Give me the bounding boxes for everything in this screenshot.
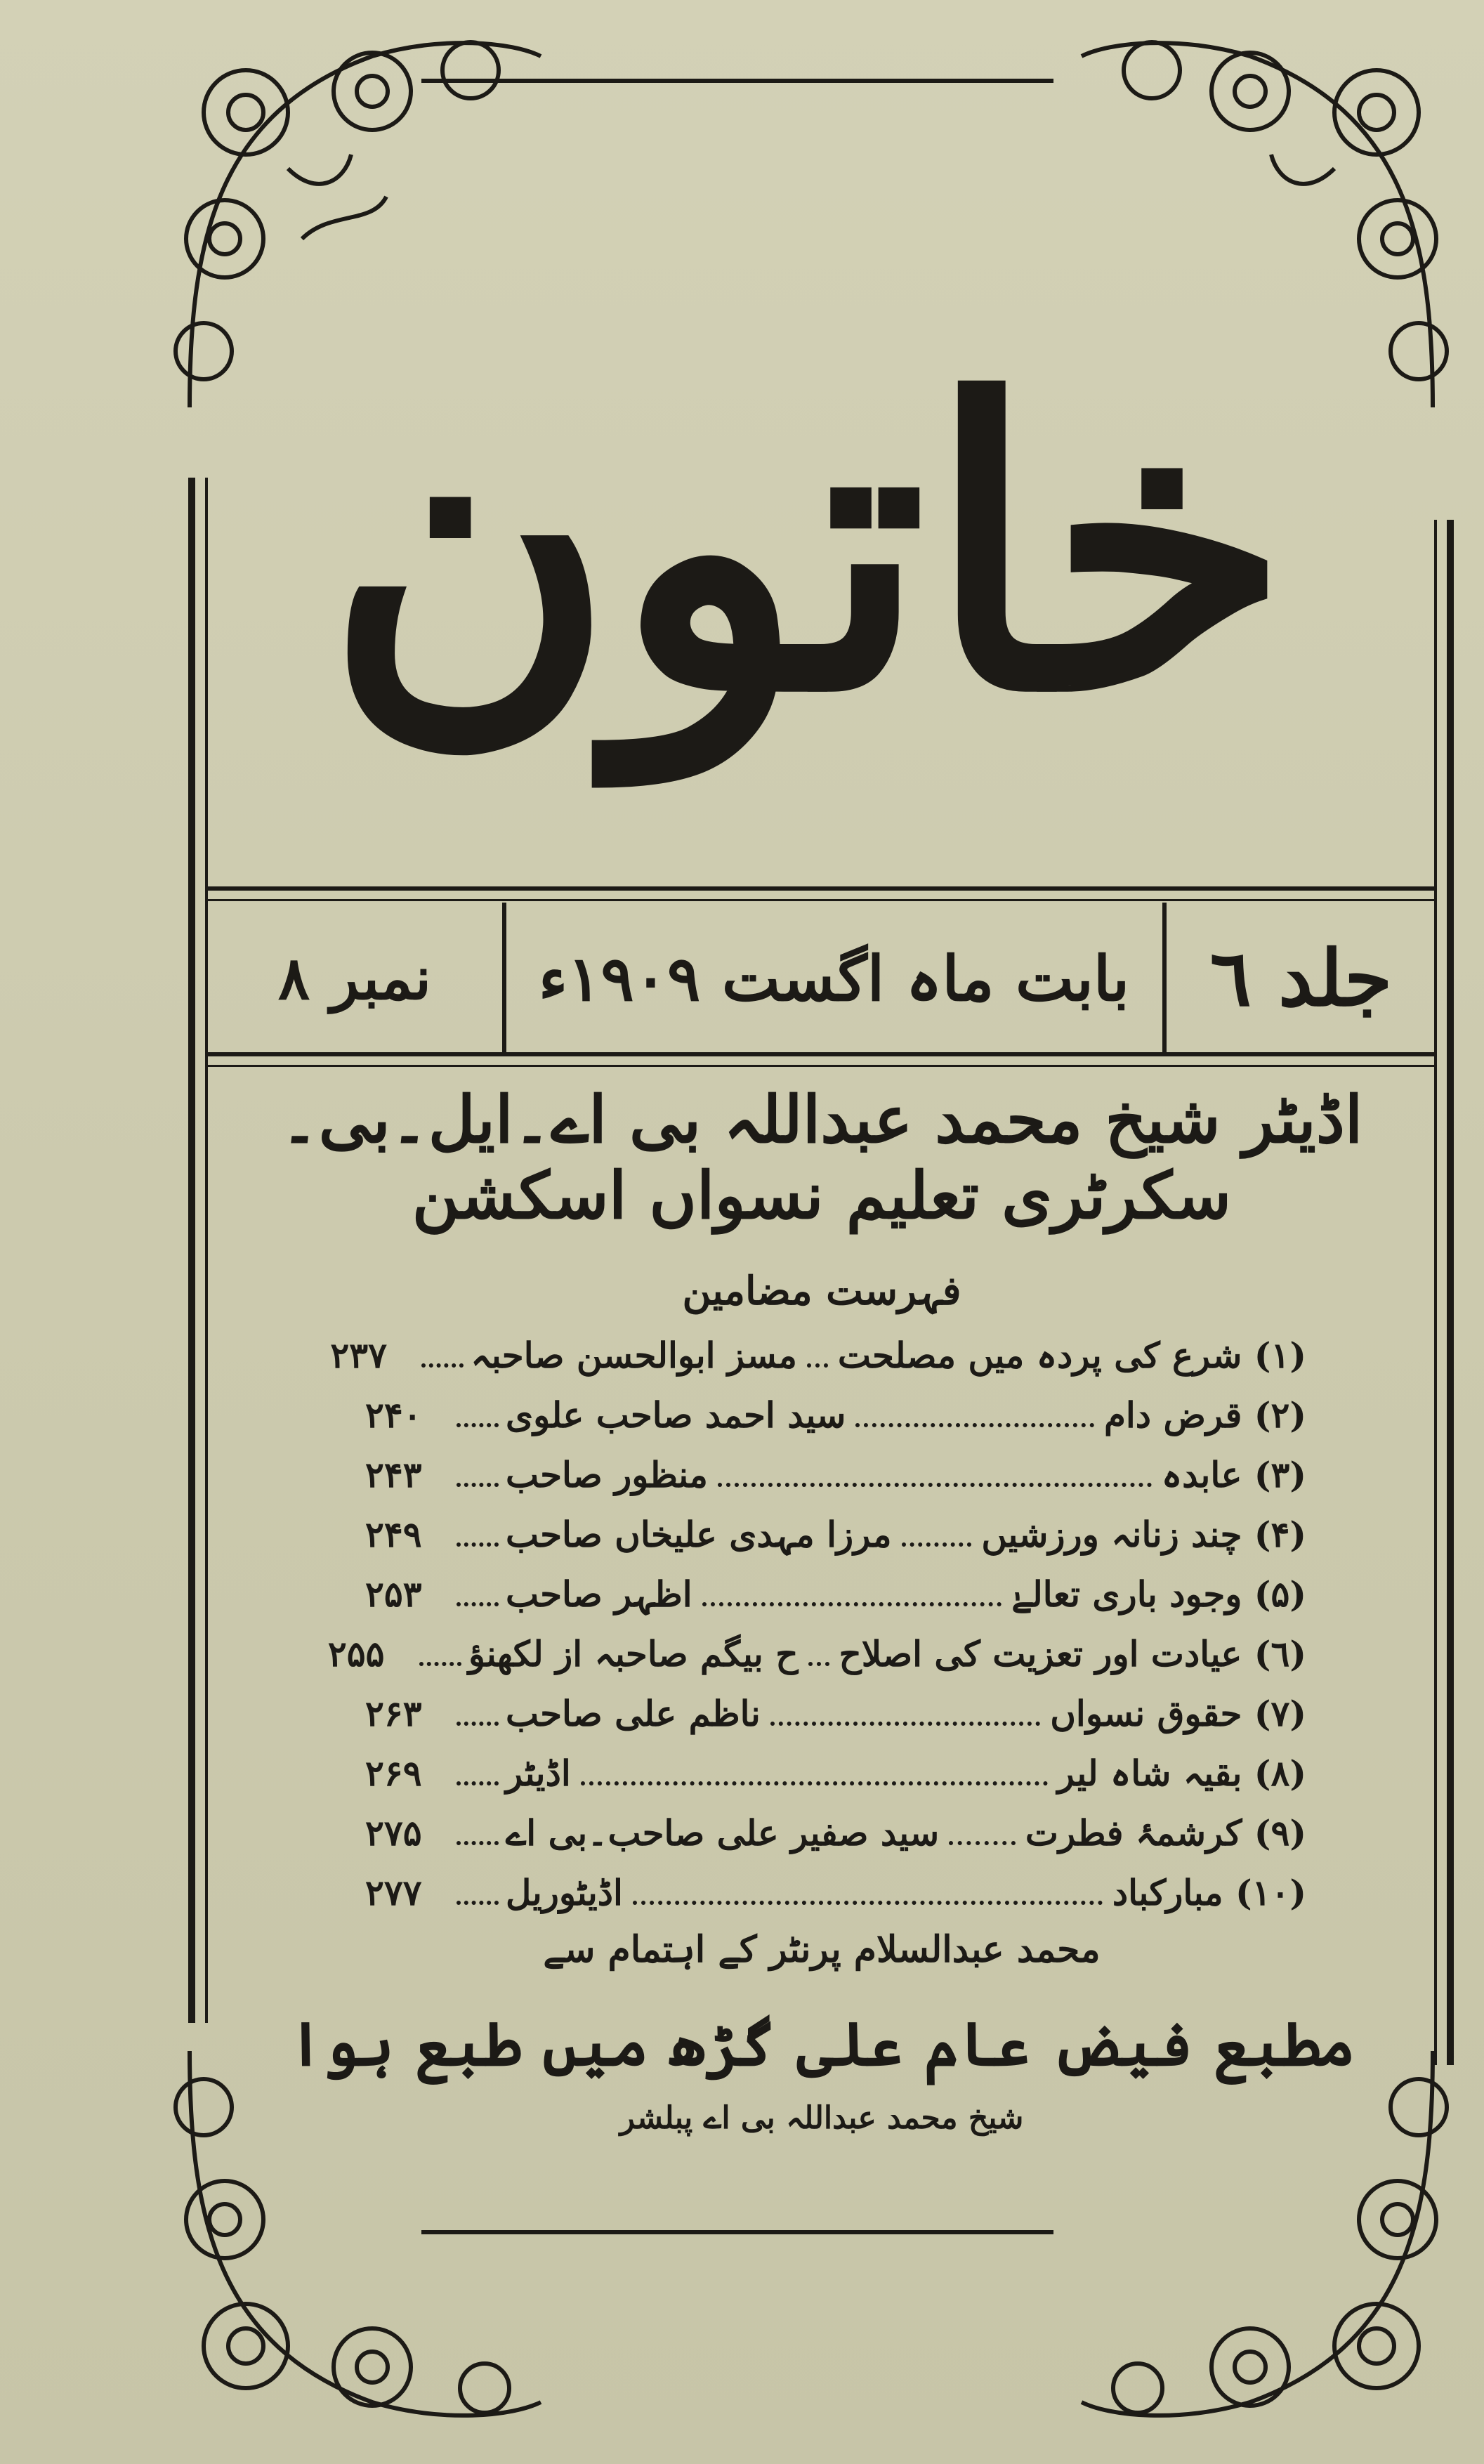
toc-entry bbox=[365, 1573, 1306, 1633]
toc-leader bbox=[702, 1602, 1002, 1606]
toc-leader bbox=[718, 1483, 1152, 1487]
toc-entry-page: ۲۴۹ bbox=[365, 1514, 422, 1555]
magazine-title: خاتون bbox=[325, 317, 1290, 779]
issue-date: بابت ماہ اگست ۱۹۰۹ء bbox=[538, 941, 1130, 1015]
toc-entry bbox=[365, 1394, 1306, 1454]
volume-number: جلد ٦ bbox=[1209, 933, 1393, 1023]
toc-leader bbox=[457, 1841, 499, 1845]
toc-heading: فہرست مضامین bbox=[682, 1268, 961, 1314]
toc-entry-author: مسز ابوالحسن صاحبہ bbox=[471, 1335, 797, 1376]
info-bar-divider-right bbox=[1162, 903, 1167, 1054]
frame-left-inner bbox=[205, 478, 208, 2023]
toc-entry-title: (۹) کرشمۂ فطرت bbox=[1025, 1812, 1306, 1854]
toc-entry-author: سید احمد صاحب علوی bbox=[506, 1394, 846, 1436]
toc-leader bbox=[902, 1542, 972, 1547]
frame-right-outer bbox=[1447, 520, 1454, 2065]
toc-leader bbox=[457, 1781, 499, 1785]
toc-entry bbox=[365, 1693, 1306, 1752]
toc-entry-author: ناظم علی صاحب bbox=[506, 1693, 761, 1734]
toc-entry-title: (۷) حقوق نسواں bbox=[1050, 1693, 1306, 1734]
publisher-line: شیخ محمد عبداللہ بی اے پبلشر bbox=[619, 2100, 1024, 2136]
toc-entry-title: (۴) چند زنانہ ورزشیں bbox=[981, 1514, 1306, 1555]
info-bar-bottom-rule-2 bbox=[208, 1065, 1437, 1067]
toc-entry bbox=[365, 1752, 1306, 1812]
toc-leader bbox=[457, 1722, 499, 1726]
toc-entry-page: ۲۷۷ bbox=[365, 1872, 422, 1913]
toc-entry-page: ۲۶۳ bbox=[365, 1693, 422, 1734]
toc-leader bbox=[633, 1901, 1103, 1905]
info-bar-top-rule-2 bbox=[208, 899, 1437, 901]
toc-entry-page: ۲۵۳ bbox=[365, 1573, 422, 1615]
toc-entry-page: ۲۶۹ bbox=[365, 1752, 422, 1794]
toc-entry-title: (۸) بقیہ شاہ لیر bbox=[1057, 1752, 1306, 1794]
frame-left-outer bbox=[188, 478, 195, 2023]
toc-entry-author: اظہر صاحب bbox=[506, 1573, 692, 1615]
info-bar-divider-left bbox=[502, 903, 506, 1054]
toc-entry bbox=[365, 1872, 1306, 1932]
toc-leader bbox=[581, 1781, 1048, 1785]
printer-line-2: مطبع فیض عام علی گڑھ میں طبع ہوا bbox=[288, 2009, 1355, 2080]
toc-entry bbox=[330, 1335, 1306, 1394]
toc-leader bbox=[457, 1602, 499, 1606]
toc-leader bbox=[808, 1662, 829, 1666]
toc-entry-author: اڈیٹوریل bbox=[506, 1872, 623, 1913]
editor-line: اڈیٹر شیخ محمد عبداللہ بی اے۔ایل۔بی۔سکرٹری تعلیم نسواں اسکشن bbox=[280, 1082, 1363, 1233]
toc-leader bbox=[770, 1722, 1040, 1726]
toc-entry-page: ۲۳۷ bbox=[330, 1335, 387, 1376]
toc-entry-page: ۲۴۰ bbox=[365, 1394, 422, 1436]
info-bar-top-rule bbox=[208, 886, 1437, 891]
toc-entry-title: (١٠) مبارکباد bbox=[1112, 1872, 1306, 1913]
toc-leader bbox=[421, 1363, 464, 1368]
frame-right-inner bbox=[1434, 520, 1437, 2065]
info-bar-bottom-rule bbox=[208, 1052, 1437, 1056]
toc-leader bbox=[419, 1662, 461, 1666]
toc-entry-author: ح بیگم صاحبہ از لکھنؤ bbox=[468, 1633, 799, 1675]
table-of-contents bbox=[327, 1335, 1306, 1932]
toc-entry-page: ۲۵۵ bbox=[327, 1633, 385, 1675]
toc-entry bbox=[327, 1633, 1306, 1693]
toc-entry bbox=[365, 1454, 1306, 1514]
toc-entry-page: ۲۷۵ bbox=[365, 1812, 422, 1854]
toc-leader bbox=[855, 1423, 1094, 1427]
floral-ornament-bottom-left bbox=[162, 2037, 555, 2430]
toc-entry-title: (٢) قرض دام bbox=[1103, 1394, 1306, 1436]
toc-leader bbox=[807, 1363, 828, 1368]
toc-leader bbox=[949, 1841, 1016, 1845]
toc-entry-author: سید صفیر علی صاحب۔بی اے bbox=[506, 1812, 940, 1854]
toc-entry-title: (۵) وجود باری تعالےٰ bbox=[1011, 1573, 1306, 1615]
toc-entry-author: مرزا مہدی علیخاں صاحب bbox=[506, 1514, 892, 1555]
floral-ornament-bottom-right bbox=[1068, 2037, 1461, 2430]
toc-leader bbox=[457, 1483, 499, 1487]
toc-leader bbox=[457, 1542, 499, 1547]
toc-entry-page: ۲۴۳ bbox=[365, 1454, 422, 1495]
toc-entry-title: (٦) عیادت اور تعزیت کی اصلاح bbox=[839, 1633, 1306, 1675]
printer-line-1: محمد عبدالسلام پرنٹر کے اہتمام سے bbox=[543, 1928, 1101, 1971]
issue-number: نمبر ٨ bbox=[278, 943, 432, 1013]
toc-entry-title: (٣) عابدہ bbox=[1161, 1454, 1306, 1495]
toc-leader bbox=[457, 1901, 499, 1905]
toc-entry-author: اڈیٹر bbox=[506, 1752, 571, 1794]
toc-entry-title: (١) شرع کی پردہ میں مصلحت bbox=[837, 1335, 1306, 1376]
toc-entry bbox=[365, 1812, 1306, 1872]
toc-entry bbox=[365, 1514, 1306, 1573]
toc-leader bbox=[457, 1423, 499, 1427]
toc-entry-author: منظور صاحب bbox=[506, 1454, 708, 1495]
